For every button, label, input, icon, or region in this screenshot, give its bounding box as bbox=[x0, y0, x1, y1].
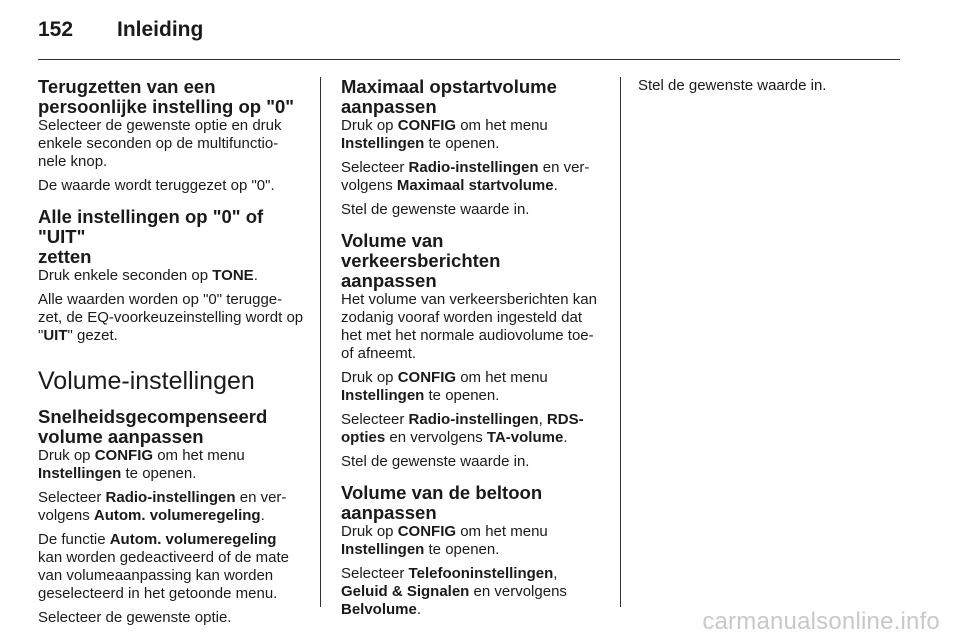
paragraph: Selecteer Radio-instellingen en ver-volgens Maximaal startvolume. bbox=[341, 159, 590, 194]
paragraph: Selecteer de gewenste optie. bbox=[38, 609, 232, 626]
paragraph: Druk enkele seconden op TONE. bbox=[38, 267, 258, 284]
section-heading-reset-personal: Terugzetten van een persoonlijke instelling op "0" bbox=[38, 76, 295, 117]
page-number: 152 bbox=[38, 18, 74, 41]
section-heading-ringtone-volume: Volume van de beltoon aanpassen bbox=[341, 482, 543, 523]
paragraph: Selecteer Radio-instellingen, RDS-opties en vervolgens TA-volume. bbox=[341, 411, 584, 446]
chapter-heading: Volume-instellingen bbox=[38, 367, 255, 395]
section-heading-max-startup-volume: Maximaal opstartvolume aanpassen bbox=[341, 76, 557, 117]
page-title: Inleiding bbox=[117, 18, 204, 41]
paragraph: Alle waarden worden op "0" terugge-zet, de EQ-voorkeuzeinstelling wordt op "UIT" gezet. bbox=[38, 291, 304, 344]
header-divider bbox=[38, 59, 900, 60]
paragraph: Selecteer Telefooninstellingen, Geluid & Signalen en vervolgens Belvolume. bbox=[341, 565, 567, 618]
paragraph: Druk op CONFIG om het menu Instellingen te openen. bbox=[38, 447, 245, 482]
paragraph: Druk op CONFIG om het menu Instellingen te openen. bbox=[341, 369, 548, 404]
paragraph: De waarde wordt teruggezet op "0". bbox=[38, 177, 275, 194]
paragraph: Selecteer Radio-instellingen en ver-volgens Autom. volumeregeling. bbox=[38, 489, 287, 524]
watermark: carmanualsonline.info bbox=[702, 608, 940, 635]
column-1 bbox=[38, 77, 304, 633]
paragraph: De functie Autom. volumeregeling kan worden gedeactiveerd of de mate van volumeaanpassing kan worden geselecteerd in het getoonde menu. bbox=[38, 531, 289, 602]
section-heading-traffic-volume: Volume van verkeersberichten aanpassen bbox=[341, 230, 501, 291]
paragraph: Het volume van verkeersberichten kan zodanig vooraf worden ingesteld dat het met het normale audiovolume toe- of afneemt. bbox=[341, 291, 597, 362]
column-3 bbox=[638, 77, 900, 101]
paragraph: Selecteer de gewenste optie en druk enkele seconden op de multifunctio-nele knop. bbox=[38, 117, 282, 170]
column-2 bbox=[341, 77, 605, 625]
column-divider-2 bbox=[620, 77, 621, 607]
paragraph: Stel de gewenste waarde in. bbox=[341, 453, 530, 470]
paragraph: Druk op CONFIG om het menu Instellingen te openen. bbox=[341, 117, 548, 152]
paragraph: Stel de gewenste waarde in. bbox=[638, 77, 827, 94]
section-heading-speed-volume: Snelheidsgecompenseerd volume aanpassen bbox=[38, 406, 268, 447]
section-heading-reset-all: Alle instellingen op "0" of "UIT" zetten bbox=[38, 206, 264, 267]
paragraph: Stel de gewenste waarde in. bbox=[341, 201, 530, 218]
column-divider-1 bbox=[320, 77, 321, 607]
paragraph: Druk op CONFIG om het menu Instellingen te openen. bbox=[341, 523, 548, 558]
